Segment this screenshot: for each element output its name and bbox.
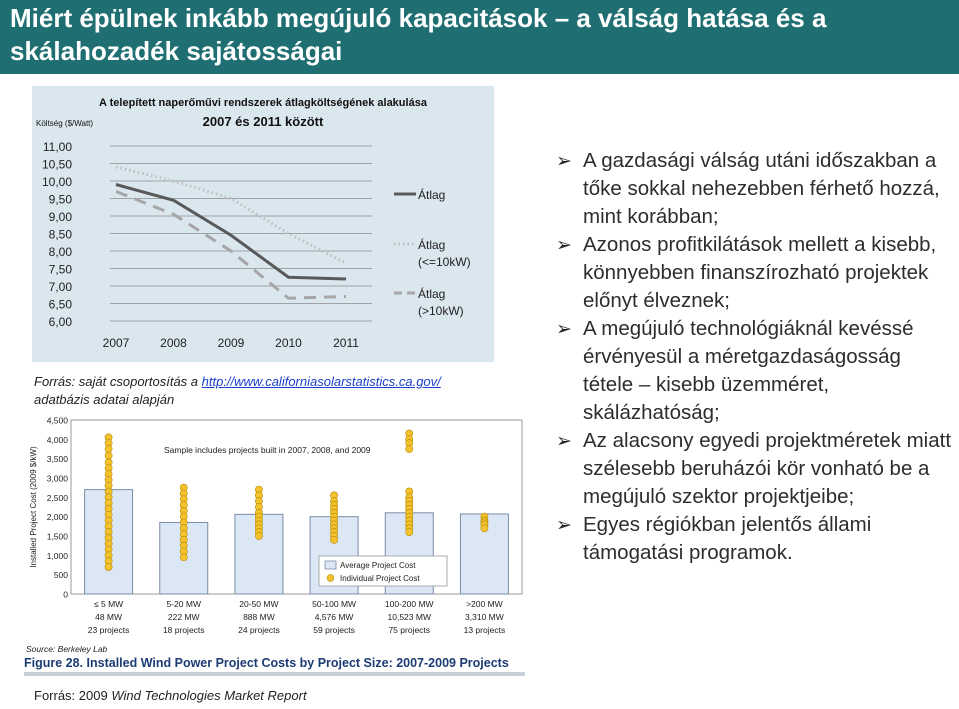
- legend-label: Átlag: [418, 238, 446, 252]
- legend-label: Average Project Cost: [340, 561, 416, 570]
- y-tick-label: 9,50: [48, 192, 72, 207]
- wind-cost-chart: [24, 410, 525, 686]
- legend-label: (>10kW): [418, 304, 464, 318]
- arrow-bullet-icon: ➢: [556, 515, 572, 536]
- y-tick-label: 1,000: [46, 550, 68, 561]
- bullet-text: A gazdasági válság utáni időszakban a tőke sokkal nehezebben férhető hozzá, mint korábban;: [583, 149, 940, 228]
- category-mw-label: 888 MW: [243, 612, 275, 622]
- chart-title-line1: A telepített naperőművi rendszerek átlagköltségének alakulása: [99, 97, 427, 109]
- slide-title: Miért épülnek inkább megújuló kapacitások – a válság hatása és a skálahozadék sajátosságai: [10, 3, 827, 66]
- x-tick-label: 2007: [102, 336, 130, 350]
- project-dot: [255, 532, 262, 539]
- category-projects-label: 59 projects: [313, 625, 355, 635]
- bullet-item: [556, 147, 956, 231]
- project-dot: [105, 445, 112, 452]
- y-tick-label: 8,00: [48, 245, 72, 259]
- x-tick-label: 2011: [333, 336, 359, 350]
- legend-label: (<=10kW): [418, 255, 471, 269]
- project-dot: [330, 536, 337, 543]
- legend-label: Átlag: [418, 188, 446, 202]
- source1-line2: adatbázis adatai alapján: [34, 392, 175, 407]
- bullet-list: [556, 147, 956, 567]
- x-tick-label: 100-200 MW: [384, 599, 434, 609]
- bullet-item: [556, 511, 956, 567]
- x-tick-label: 50-100 MW: [312, 599, 357, 609]
- arrow-bullet-icon: ➢: [556, 151, 572, 172]
- y-unit-label: Költség ($/Watt): [36, 119, 94, 128]
- y-tick-label: 11,00: [42, 140, 72, 154]
- solar-cost-chart: [32, 86, 494, 362]
- x-tick-label: >200 MW: [466, 599, 503, 609]
- legend-label: Individual Project Cost: [340, 574, 420, 583]
- category-mw-label: 48 MW: [95, 612, 123, 622]
- y-tick-label: 500: [53, 570, 68, 581]
- bullet-text: Egyes régiókban jelentős állami támogatási programok.: [583, 513, 872, 564]
- chart-note: Sample includes projects built in 2007, 2008, and 2009: [164, 445, 371, 455]
- y-tick-label: 2,000: [46, 512, 68, 523]
- bullet-text: Azonos profitkilátások mellett a kisebb, könnyebben finanszírozható projektek előnyt élveznek;: [583, 233, 937, 312]
- y-tick-label: 3,500: [46, 454, 68, 465]
- project-dot: [406, 529, 413, 536]
- category-projects-label: 18 projects: [162, 625, 205, 635]
- source2-prefix: Forrás: 2009: [34, 688, 112, 703]
- y-tick-label: 4,500: [46, 415, 68, 426]
- y-tick-label: 2,500: [46, 492, 68, 503]
- y-tick-label: 6,00: [48, 315, 72, 329]
- bullet-text: Az alacsony egyedi projektméretek miatt szélesebb beruházói kör vonható be a megújuló szektor projektjeibe;: [583, 429, 952, 508]
- series-line: [116, 167, 346, 263]
- legend-swatch-avg: [325, 561, 336, 569]
- category-projects-label: 13 projects: [463, 625, 506, 635]
- x-tick-label: ≤ 5 MW: [93, 599, 124, 609]
- arrow-bullet-icon: ➢: [556, 235, 572, 256]
- source-note-2: [34, 688, 307, 703]
- arrow-bullet-icon: ➢: [556, 319, 572, 340]
- y-tick-label: 7,50: [48, 262, 72, 277]
- source1-link[interactable]: http://www.californiasolarstatistics.ca.gov/: [201, 374, 441, 389]
- bullet-item: [556, 231, 956, 315]
- x-tick-label: 5-20 MW: [166, 599, 201, 609]
- arrow-bullet-icon: ➢: [556, 431, 572, 452]
- bullet-item: [556, 315, 956, 427]
- category-mw-label: 3,310 MW: [465, 612, 504, 622]
- legend-swatch-ind: [327, 575, 334, 582]
- y-tick-label: 3,000: [46, 473, 68, 484]
- y-tick-label: 10,50: [41, 157, 72, 172]
- category-projects-label: 75 projects: [388, 625, 431, 635]
- wind-plot-svg: [24, 410, 525, 656]
- source-note-1: [34, 373, 441, 409]
- y-tick-label: 7,00: [48, 280, 72, 294]
- category-mw-label: 4,576 MW: [314, 612, 354, 622]
- category-mw-label: 222 MW: [167, 612, 200, 622]
- category-projects-label: 24 projects: [238, 625, 280, 635]
- y-tick-label: 1,500: [46, 531, 68, 542]
- source1-prefix: Forrás: saját csoportosítás a: [34, 374, 202, 389]
- source-credit: Source: Berkeley Lab: [26, 644, 108, 654]
- chart-title-line2: 2007 és 2011 között: [202, 114, 324, 129]
- y-tick-label: 8,50: [48, 227, 72, 242]
- y-axis-label: Installed Project Cost (2009 $/kW): [29, 446, 38, 568]
- bullet-text: A megújuló technológiáknál kevéssé érvényesül a méretgazdaságosság tétele – kisebb üzemméret, skálázhatóság;: [583, 317, 914, 424]
- y-tick-label: 10,00: [41, 175, 72, 189]
- project-dot: [105, 563, 112, 570]
- y-tick-label: 6,50: [48, 297, 72, 312]
- bullet-item: [556, 427, 956, 511]
- solar-plot-svg: [32, 86, 494, 362]
- x-tick-label: 20-50 MW: [239, 599, 279, 609]
- y-tick-label: 9,00: [48, 210, 72, 224]
- project-dot: [105, 452, 112, 459]
- x-tick-label: 2009: [217, 336, 245, 350]
- y-tick-label: 0: [63, 589, 68, 600]
- project-dot: [180, 554, 187, 561]
- x-tick-label: 2008: [160, 336, 187, 350]
- y-tick-label: 4,000: [46, 434, 68, 445]
- category-projects-label: 23 projects: [87, 625, 130, 635]
- figure-caption: Figure 28. Installed Wind Power Project Costs by Project Size: 2007-2009 Projects: [24, 656, 509, 670]
- project-dot: [481, 525, 488, 532]
- x-tick-label: 2010: [275, 336, 302, 350]
- caption-rule: [24, 672, 525, 676]
- legend-label: Átlag: [418, 287, 446, 301]
- project-dot: [406, 445, 413, 452]
- category-mw-label: 10,523 MW: [387, 612, 431, 622]
- source2-title: Wind Technologies Market Report: [111, 688, 307, 703]
